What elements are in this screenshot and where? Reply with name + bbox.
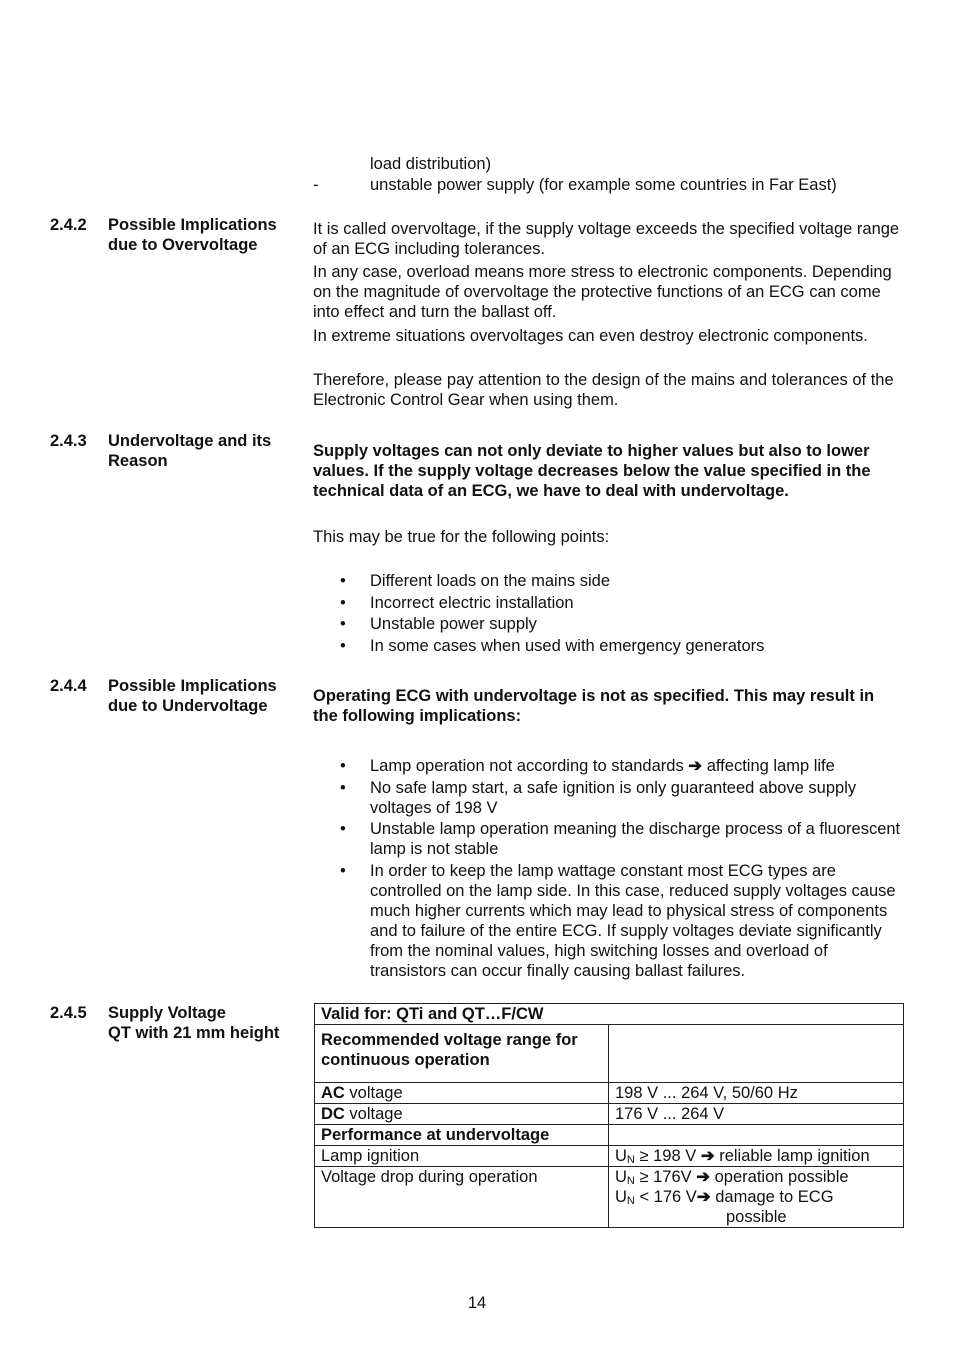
table-cell: Voltage drop during operation — [315, 1167, 609, 1228]
table-cell: Recommended voltage range for continuous operation — [315, 1025, 609, 1083]
dash-marker: - — [313, 176, 319, 194]
table-cell: $U_N \ge 198$ V ➔ reliable lamp ignition — [609, 1146, 904, 1167]
paragraph: Therefore, please pay attention to the design of the mains and tolerances of the Electronic Control Gear when using them. — [313, 371, 894, 409]
list-item: Different loads on the mains side — [370, 572, 610, 590]
bullet-marker: • — [340, 820, 346, 838]
table-row — [315, 1025, 904, 1083]
list-item: No safe lamp start, a safe ignition is only guaranteed above supply voltages of 198 V — [370, 779, 857, 817]
page-number: 14 — [467, 1294, 487, 1312]
table-cell: 176 V ... 264 V — [609, 1104, 904, 1125]
section-heading-line: Possible Implications — [108, 216, 277, 234]
bold-paragraph: Operating ECG with undervoltage is not as specified. This may result in the following implications: — [313, 687, 875, 725]
section-heading-line: Undervoltage and its — [108, 432, 272, 450]
section-heading-line: Supply Voltage — [108, 1004, 226, 1022]
right-arrow-icon: ➔ — [688, 757, 703, 775]
table-cell — [609, 1125, 904, 1146]
list-item: Lamp operation not according to standards ➔ affecting lamp life — [370, 757, 835, 775]
section-heading-line: due to Undervoltage — [108, 697, 268, 715]
list-item: Incorrect electric installation — [370, 594, 574, 612]
right-arrow-icon: ➔ — [700, 1147, 715, 1165]
bullet-marker: • — [340, 757, 346, 775]
section-number: 2.4.5 — [50, 1004, 87, 1022]
section-heading-line: Possible Implications — [108, 677, 277, 695]
section-heading-line: QT with 21 mm height — [108, 1024, 280, 1042]
right-arrow-icon: ➔ — [696, 1188, 711, 1206]
list-item: Unstable power supply — [370, 615, 537, 633]
list-item: In some cases when used with emergency generators — [370, 637, 765, 655]
paragraph: In extreme situations overvoltages can even destroy electronic components. — [313, 327, 868, 345]
section-heading — [108, 1003, 303, 1043]
paragraph: It is called overvoltage, if the supply voltage exceeds the specified voltage range of an ECG including tolerances. — [313, 220, 900, 258]
bullet-marker: • — [340, 615, 346, 633]
list-item: In order to keep the lamp wattage constant most ECG types are controlled on the lamp side. In this case, reduced supply voltages cause much higher currents which may lead to physical stress of components and to failure of the entire ECG. If supply voltages deviate significantly from the nominal values, high switching losses and overload of transistors can occur finally causing ballast failures. — [370, 862, 896, 980]
bullet-marker: • — [340, 637, 346, 655]
table-cell: Performance at undervoltage — [315, 1125, 609, 1146]
bullet-marker: • — [340, 572, 346, 590]
section-heading — [108, 215, 303, 255]
bullet-marker: • — [340, 779, 346, 797]
supply-voltage-table — [314, 1003, 904, 1228]
paragraph: In any case, overload means more stress to electronic components. Depending on the magnitude of overvoltage the protective functions of an ECG can come into effect and turn the ballast off. — [313, 263, 892, 321]
table-cell: AC voltage — [315, 1083, 609, 1104]
list-item: Unstable lamp operation meaning the discharge process of a fluorescent lamp is not stable — [370, 820, 901, 858]
table-row — [315, 1146, 904, 1167]
table-header-cell: Valid for: QTi and QT…F/CW — [315, 1004, 904, 1025]
section-number: 2.4.2 — [50, 216, 87, 234]
section-heading-line: due to Overvoltage — [108, 236, 258, 254]
table-row — [315, 1104, 904, 1125]
table-cell: Lamp ignition — [315, 1146, 609, 1167]
section-number: 2.4.3 — [50, 432, 87, 450]
bullet-marker: • — [340, 594, 346, 612]
table-cell: 198 V ... 264 V, 50/60 Hz — [609, 1083, 904, 1104]
table-cell — [609, 1025, 904, 1083]
table-cell: DC voltage — [315, 1104, 609, 1125]
paragraph: This may be true for the following points: — [313, 528, 610, 546]
bold-paragraph: Supply voltages can not only deviate to higher values but also to lower values. If the supply voltage decreases below the value specified in the technical data of an ECG, we have to deal with undervoltage. — [313, 442, 871, 500]
section-heading — [108, 676, 303, 716]
table-row — [315, 1083, 904, 1104]
table-cell: $U_N \ge 176V$ ➔ operation possible $U_N < 176$ V➔ damage to ECG possible — [609, 1167, 904, 1228]
table-row — [315, 1167, 904, 1228]
section-number: 2.4.4 — [50, 677, 87, 695]
right-arrow-icon: ➔ — [696, 1168, 711, 1186]
table-row — [315, 1004, 904, 1025]
continued-list-line: load distribution) — [370, 155, 492, 173]
table-row — [315, 1125, 904, 1146]
dash-list-item: unstable power supply (for example some countries in Far East) — [370, 176, 837, 194]
section-heading — [108, 431, 303, 471]
bullet-marker: • — [340, 862, 346, 880]
section-heading-line: Reason — [108, 452, 168, 470]
